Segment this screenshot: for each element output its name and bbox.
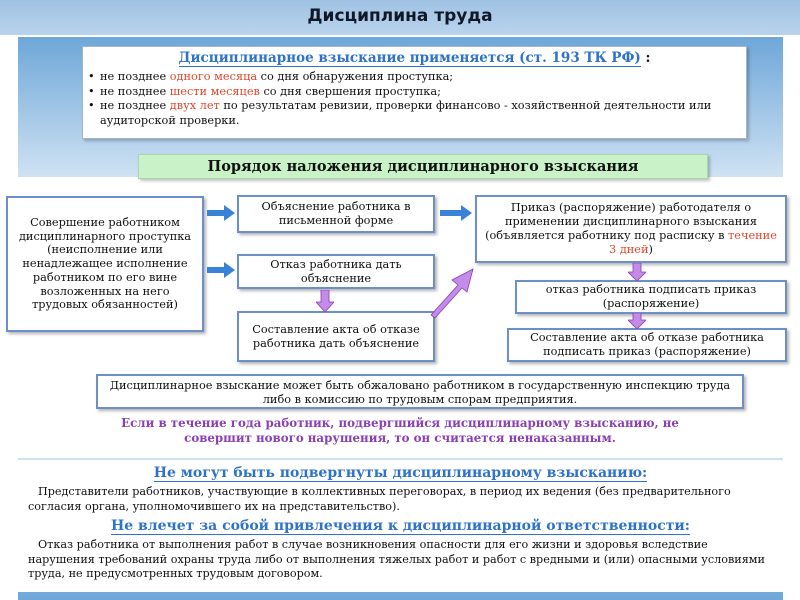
explanation-text: Объяснение работника в письменной форме (261, 200, 411, 227)
arrow-diagonal-icon (425, 263, 477, 319)
act-refusal-explain-text: Составление акта об отказе работника дать объяснение (252, 322, 420, 350)
rule-bullet: • не позднее двух лет по результатам ревизии, проверки финансово - хозяйственной деятельности или аудиторской проверки. (88, 99, 712, 127)
appeal-note: Дисциплинарное взыскание может быть обжаловано работником в государственную инспекцию труда либо в комиссию по трудовым спорам предприятия. (96, 374, 744, 409)
rule-title-suffix: : (640, 50, 651, 66)
refusal-explain-box (237, 254, 435, 289)
arrow-right-icon (207, 205, 235, 221)
refusal-sign-text: отказ работника подписать приказ (распоряжение) (545, 283, 757, 310)
arrow-down-icon (628, 263, 646, 281)
act-refusal-explain-box (237, 311, 435, 362)
exempt-text-2: Отказ работника от выполнения работ в случае возникновения опасности для его жизни и здоровья вследствие нарушения требований охраны труда либо от выполнения тяжелых работ и работ с вредными и (или) опасными условиями труда, не предусмотренных трудовым договором. (28, 538, 765, 581)
explanation-box (237, 195, 435, 233)
act-refusal-sign-box (507, 328, 787, 362)
rule-title-text: Дисциплинарное взыскание применяется (ст. 193 ТК РФ) (178, 50, 641, 66)
exempt-heading-2: Не влечет за собой привлечения к дисциплинарной ответственности: (111, 518, 690, 534)
rule-bullet: • не позднее шести месяцев со дня свершения проступка; (88, 84, 441, 98)
unpunished-note: Если в течение года работник, подвергшийся дисциплинарному взысканию, не совершит нового нарушения, то он считается ненаказанным. (121, 416, 679, 445)
rule-title (82, 50, 747, 66)
rule-bullet: • не позднее одного месяца со дня обнаружения проступка; (88, 70, 454, 83)
arrow-down-icon (628, 313, 646, 329)
offense-text: Совершение работником дисциплинарного проступка (неисполнение или ненадлежащее исполнение работником по его вине возложенных на него трудовых обязанностей) (18, 215, 192, 312)
procedure-banner: Порядок наложения дисциплинарного взыскания (138, 154, 708, 179)
offense-box (6, 196, 204, 332)
refusal-explain-text: Отказ работника дать объяснение (270, 257, 402, 285)
arrow-down-icon (316, 290, 334, 312)
order-box (475, 195, 787, 263)
order-text: Приказ (распоряжение) работодателя о применении дисциплинарного взыскания (объявляется работнику под расписку в течение 3 дней) (485, 201, 777, 256)
act-refusal-sign-text: Составление акта об отказе работника подписать приказ (распоряжение) (530, 331, 764, 358)
refusal-sign-box (515, 280, 787, 314)
arrow-right-icon (440, 205, 472, 221)
arrow-right-icon (207, 262, 235, 278)
exempt-text-1: Представители работников, участвующие в коллективных переговорах, в период их ведения (без предварительного согласия органа, уполномочившего их на представительство). (28, 485, 731, 513)
exempt-heading-1: Не могут быть подвергнуты дисциплинарному взысканию: (153, 465, 648, 481)
slide-title: Дисциплина труда (307, 6, 493, 26)
rule-bullets (86, 70, 741, 128)
